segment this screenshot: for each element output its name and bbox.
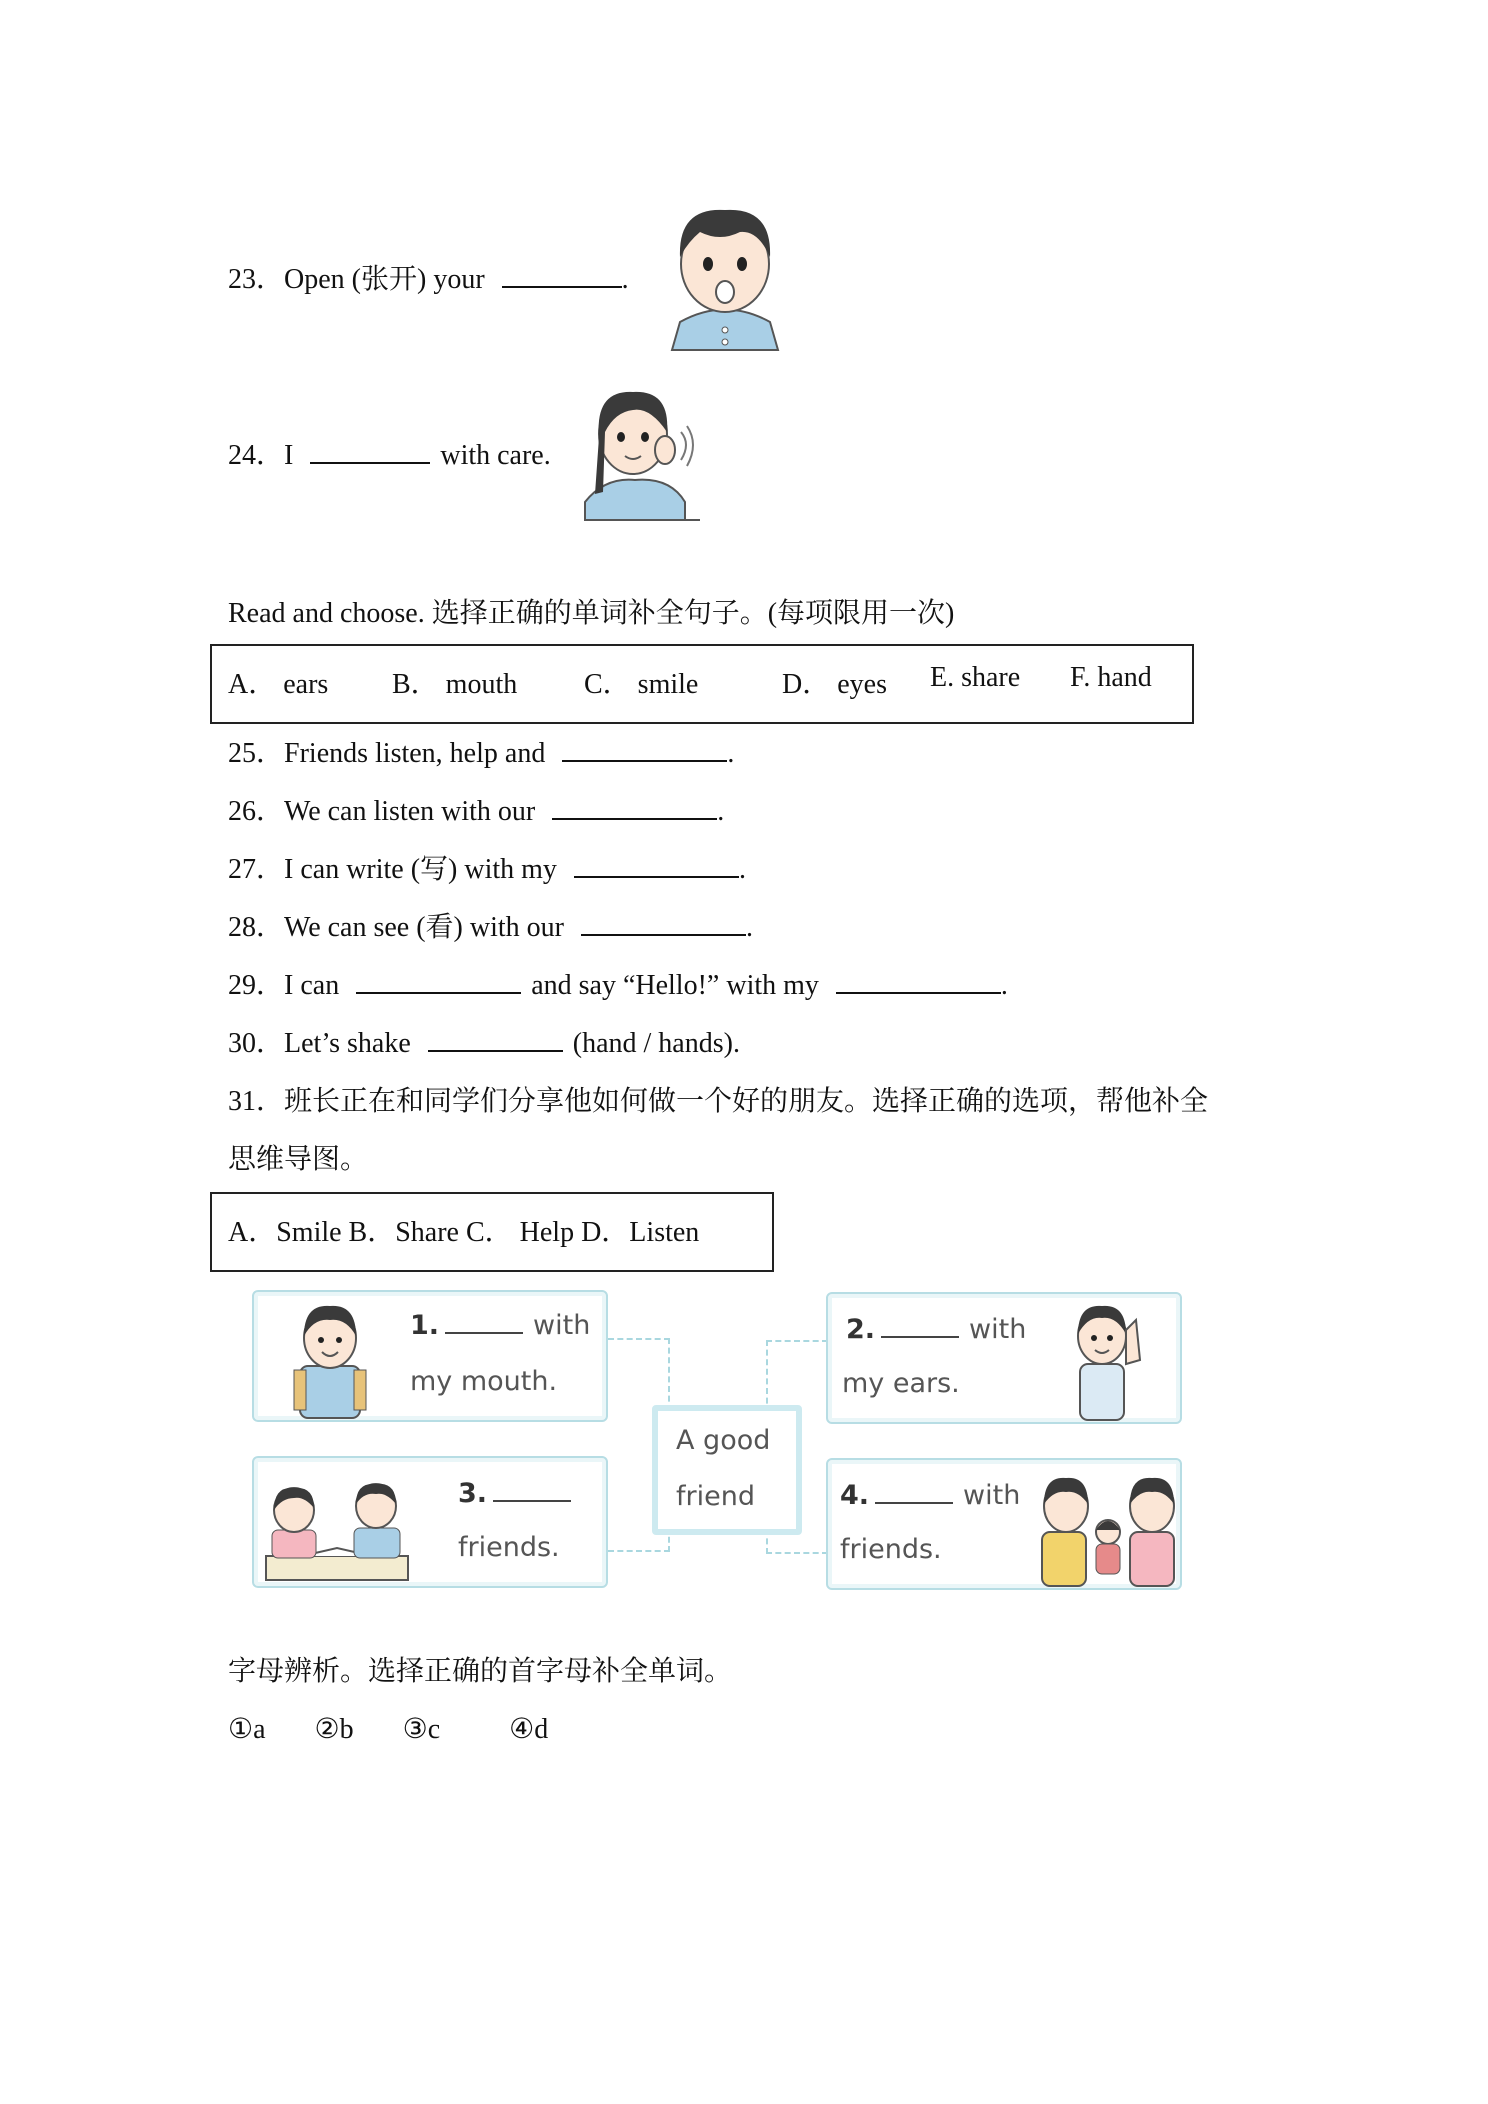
card1-blank[interactable] [445, 1310, 523, 1334]
answer-blank[interactable] [428, 1026, 563, 1052]
card2-blank[interactable] [881, 1314, 959, 1338]
kids-sharing-toy-illustration [1036, 1468, 1180, 1588]
card4-word: with [963, 1480, 1021, 1511]
question-number: 28． [228, 912, 285, 943]
question-text: Open (张开) your [284, 264, 485, 295]
word-bank-box [210, 644, 1194, 724]
center-line2: friend [676, 1481, 755, 1512]
question-text: I [284, 440, 294, 471]
mindmap-card-2 [826, 1292, 1182, 1424]
question-31-line1: 31．班长正在和同学们分享他如何做一个好的朋友。选择正确的选项，帮他补全 [228, 1086, 1209, 1117]
section-instruction: Read and choose. 选择正确的单词补全句子。(每项限用一次) [228, 598, 955, 629]
question-26 [228, 794, 724, 830]
question-punct: . [727, 738, 735, 769]
question-number: 26． [228, 796, 285, 827]
girl-listening-illustration [575, 382, 705, 524]
card1-line2: my mouth. [410, 1366, 558, 1397]
word-option-a[interactable]: A． ears [228, 669, 329, 700]
question-text: We can see (看) with our [284, 912, 564, 943]
question-text: We can listen with our [284, 796, 536, 827]
letter-option-d[interactable]: ④d [509, 1714, 549, 1745]
answer-blank-2[interactable] [836, 968, 1001, 994]
question-text: I can [284, 970, 340, 1001]
answer-blank[interactable] [581, 910, 746, 936]
mindmap-card-3 [252, 1456, 608, 1588]
question-hint: (hand / hands). [572, 1028, 740, 1059]
question-text-after: with care. [440, 440, 551, 471]
question-text: Let’s shake [284, 1028, 411, 1059]
center-line1: A good [676, 1425, 771, 1456]
mindmap-card-4 [826, 1458, 1182, 1590]
card4-blank[interactable] [875, 1480, 953, 1504]
card3-line2: friends. [458, 1532, 560, 1563]
question-28 [228, 910, 753, 946]
boy-open-mouth-illustration [660, 202, 790, 352]
letter-option-a[interactable]: ①a [228, 1714, 266, 1745]
letter-option-c[interactable]: ③c [402, 1714, 441, 1745]
boy-listening-illustration [1064, 1300, 1144, 1422]
mindmap-center [652, 1405, 802, 1535]
question-24 [228, 438, 551, 474]
answer-blank[interactable] [310, 438, 430, 464]
question-number: 27． [228, 854, 285, 885]
letter-option-b[interactable]: ②b [314, 1714, 354, 1745]
question-number: 23． [228, 264, 285, 295]
question-25 [228, 736, 734, 772]
card1-word: with [533, 1310, 591, 1341]
question-punct: . [738, 854, 746, 885]
q31-options[interactable]: A．Smile B．Share C． Help D．Listen [228, 1217, 700, 1248]
answer-blank[interactable] [502, 262, 622, 288]
question-number: 29． [228, 970, 285, 1001]
card4-number: 4. [840, 1480, 870, 1511]
question-30 [228, 1026, 740, 1062]
kids-reading-illustration [262, 1472, 412, 1584]
word-option-b[interactable]: B． mouth [392, 669, 518, 700]
question-27 [228, 852, 746, 888]
question-number: 25． [228, 738, 285, 769]
answer-blank[interactable] [574, 852, 739, 878]
word-option-c[interactable]: C． smile [584, 669, 699, 700]
question-number: 30． [228, 1028, 285, 1059]
card3-line1 [458, 1478, 581, 1509]
question-text: I can write (写) with my [284, 854, 557, 885]
letter-section-instruction: 字母辨析。选择正确的首字母补全单词。 [228, 1656, 733, 1687]
word-option-d[interactable]: D． eyes [782, 669, 887, 700]
answer-blank[interactable] [552, 794, 717, 820]
boy-backpack-illustration [290, 1300, 370, 1420]
question-punct: . [1000, 970, 1008, 1001]
card2-word: with [969, 1314, 1027, 1345]
card1-number: 1. [410, 1310, 440, 1341]
card2-line1 [846, 1314, 1026, 1345]
card4-line2: friends. [840, 1534, 942, 1565]
card3-number: 3. [458, 1478, 488, 1509]
card3-blank[interactable] [493, 1478, 571, 1502]
card2-number: 2. [846, 1314, 876, 1345]
letter-options [228, 1712, 548, 1746]
word-option-e[interactable]: E. share [930, 662, 1021, 693]
mindmap-card-1 [252, 1290, 608, 1422]
question-text: Friends listen, help and [284, 738, 546, 769]
answer-blank-1[interactable] [356, 968, 521, 994]
question-number: 24． [228, 440, 285, 471]
question-text-middle: and say “Hello!” with my [531, 970, 819, 1001]
question-31-line2: 思维导图。 [228, 1144, 369, 1175]
answer-blank[interactable] [562, 736, 727, 762]
question-23 [228, 262, 629, 298]
card1-line1 [410, 1310, 590, 1341]
word-option-f[interactable]: F. hand [1070, 662, 1152, 693]
question-punct: . [746, 912, 753, 943]
question-punct: . [717, 796, 725, 827]
q31-options-box [210, 1192, 774, 1272]
card4-line1 [840, 1480, 1020, 1511]
question-punct: . [621, 264, 629, 295]
card2-line2: my ears. [842, 1368, 960, 1399]
question-29 [228, 968, 1008, 1004]
